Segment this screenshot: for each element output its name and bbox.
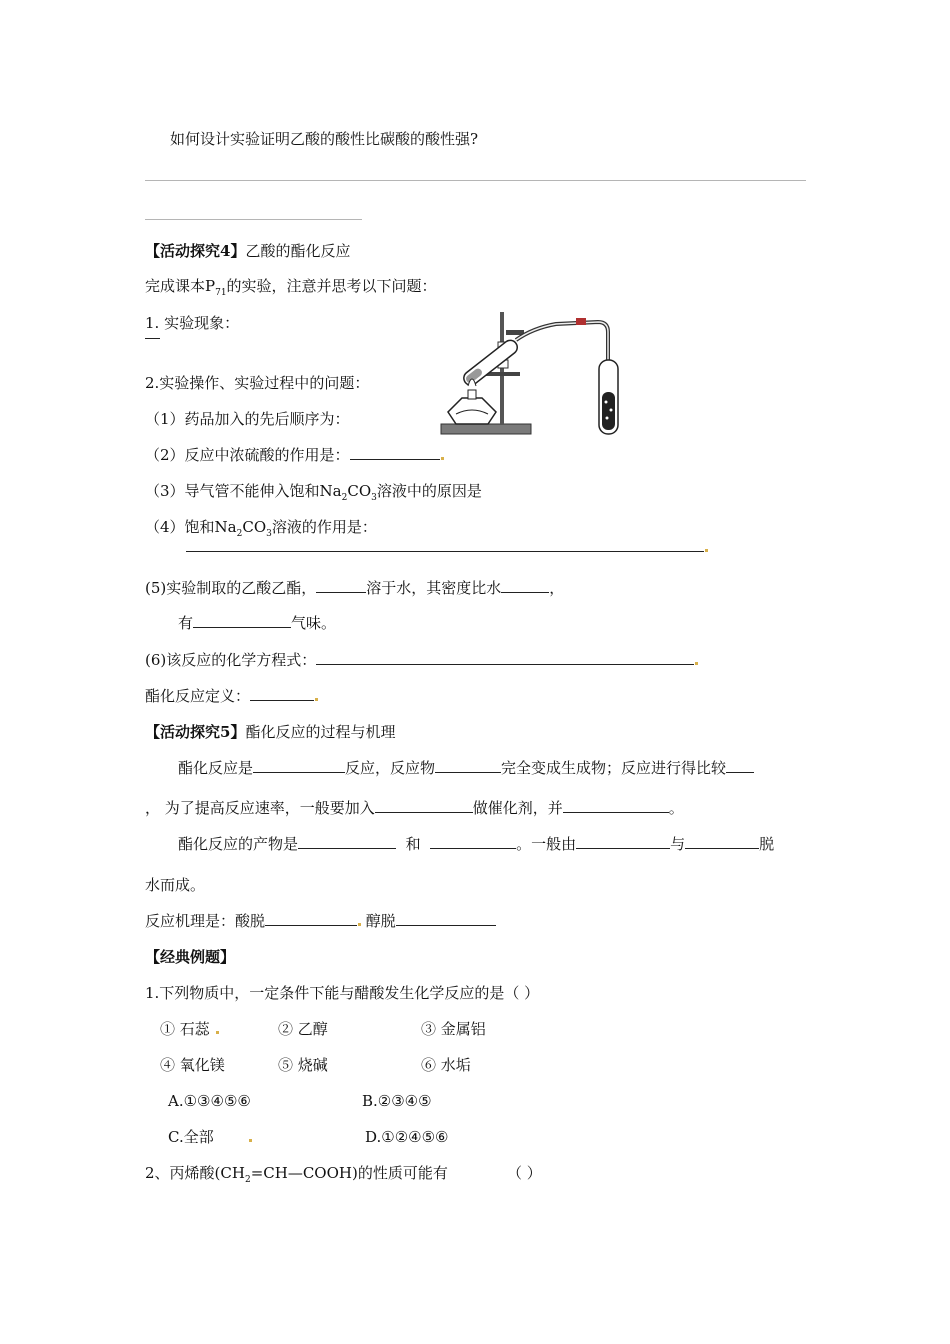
s4-answer-line (186, 537, 708, 557)
example-2-stem: 2、丙烯酸$(CH_2=CH—COOH)$的性质可能有 (145, 1164, 448, 1185)
s5-odor: 有 气味。 (178, 614, 337, 632)
examples-heading: 【经典例题】 (145, 948, 236, 966)
intro-line: 完成课本$P_{71}$的实验，注意并思考以下问题： (145, 277, 437, 298)
s2-blank (350, 445, 440, 460)
q1-phenomenon: 1. 实验现象： (145, 314, 240, 332)
ex1-option-d: D.①②④⑤⑥ (365, 1128, 449, 1146)
s6-equation: (6)该反应的化学方程式： (145, 650, 698, 670)
answer-line-long (145, 180, 806, 181)
example-1-stem: 1.下列物质中，一定条件下能与醋酸发生化学反应的是（ ） (145, 984, 540, 1002)
q2-operations: 2.实验操作、实验过程中的问题： (145, 374, 370, 392)
activity-4-subject: 乙酸的酯化反应 (245, 242, 351, 260)
activity-4-heading (145, 241, 350, 261)
ex1-item-6: ⑥ 水垢 (421, 1056, 471, 1074)
answer-line-short (145, 219, 362, 220)
activity-5-title: 【活动探究5】 (145, 723, 246, 741)
open-question: 如何设计实验证明乙酸的酸性比碳酸的酸性强? (170, 130, 479, 148)
ex1-option-c: C.全部 (168, 1127, 252, 1147)
s4-solution-role: （4）饱和$Na_2CO_3$溶液的作用是： (145, 518, 377, 539)
s3-tube-reason: （3）导气管不能伸入饱和$Na_2CO_3$溶液中的原因是 (145, 482, 482, 503)
activity-4-title: 【活动探究4】 (145, 242, 246, 260)
s1-order: （1）药品加入的先后顺序为： (145, 410, 350, 428)
s5-properties: (5)实验制取的乙酸乙酯， 溶于水，其密度比水 ， (145, 579, 565, 597)
ex1-option-a: A.①③④⑤⑥ (168, 1092, 251, 1110)
example-2-answer-paren: （ ） (507, 1164, 542, 1182)
ex1-item-4: ④ 氧化镁 (160, 1056, 225, 1074)
p3-products: 酯化反应的产物是 和 。一般由 与 脱 (178, 835, 775, 853)
p1-esterification-nature: 酯化反应是 反应，反应物 完全变成生成物；反应进行得比较 (178, 758, 754, 778)
activity-5-heading (145, 722, 395, 742)
s2-sulfuric-acid: （2）反应中浓硫酸的作用是： (145, 445, 444, 465)
ex1-item-3: ③ 金属铝 (421, 1020, 486, 1038)
activity-5-subject: 酯化反应的过程与机理 (245, 723, 396, 741)
ex1-option-b: B.②③④⑤ (362, 1092, 432, 1110)
ex1-item-1: ① 石蕊 (160, 1019, 219, 1039)
q1-blank (145, 338, 160, 339)
ex1-item-2: ② 乙醇 (278, 1020, 328, 1038)
ex1-item-5: ⑤ 烧碱 (278, 1056, 328, 1074)
mechanism-line: 反应机理是：酸脱 醇脱 (145, 911, 496, 931)
esterification-apparatus-illustration (438, 306, 623, 438)
esterification-definition: 酯化反应定义： (145, 686, 318, 706)
p4-continued: 水而成。 (145, 876, 206, 894)
p2-catalyst: ， 为了提高反应速率，一般要加入 做催化剂，并 。 (145, 799, 684, 817)
